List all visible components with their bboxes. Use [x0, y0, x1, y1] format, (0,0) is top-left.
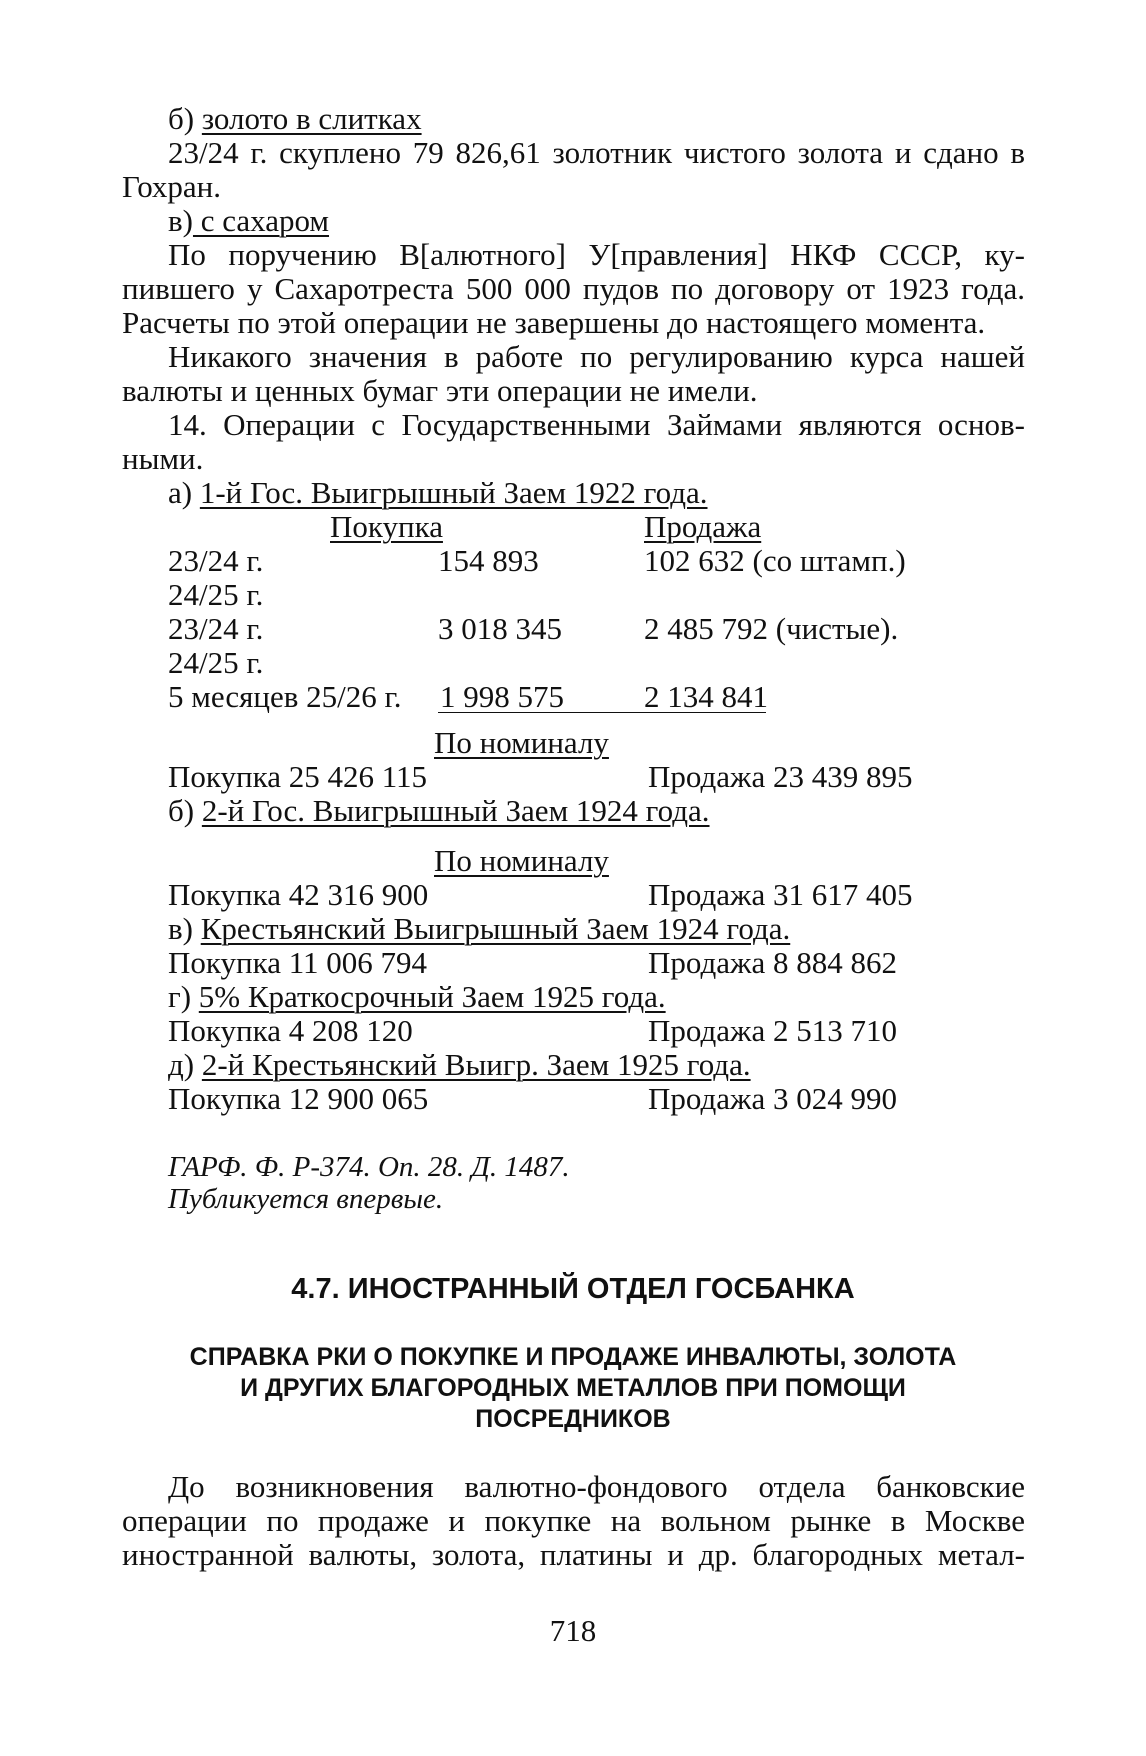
paragraph-line: До возникновения валютно-фондового отдела банковские: [168, 1469, 1025, 1504]
loan-g-sell: Продажа 2 513 710: [648, 1013, 897, 1048]
item-label: в): [168, 203, 193, 238]
loan-b-buy: Покупка 42 316 900: [168, 877, 429, 912]
item-label: а): [168, 475, 200, 510]
item-title: с сахаром: [192, 203, 330, 238]
item-title: 2-й Гос. Выигрышный Заем 1924 года.: [201, 793, 710, 828]
loan-d-buy: Покупка 12 900 065: [168, 1081, 429, 1116]
item-label: б): [168, 101, 202, 136]
loan-v-heading: [168, 912, 790, 946]
column-header-sell: Продажа: [644, 509, 762, 544]
document-title-line: ПОСРЕДНИКОВ: [475, 1405, 671, 1433]
column-header-buy: Покупка: [330, 509, 443, 544]
paragraph-line: ными.: [122, 441, 204, 476]
item-title: Крестьянский Выигрышный Заем 1924 года.: [200, 911, 791, 946]
table-cell-period: 23/24 г.: [168, 543, 264, 578]
item-title: 2-й Крестьянский Выигр. Заем 1925 года.: [201, 1047, 751, 1082]
paragraph-line: 23/24 г. скуплено 79 826,61 золотник чистого золота и сдано в: [168, 135, 1025, 170]
item-title: золото в слитках: [201, 101, 422, 136]
sugar-heading: [168, 204, 329, 238]
table-cell-sell: 2 485 792 (чистые).: [644, 611, 899, 646]
document-title-line: И ДРУГИХ БЛАГОРОДНЫХ МЕТАЛЛОВ ПРИ ПОМОЩИ: [240, 1374, 906, 1402]
loan-b-sell: Продажа 31 617 405: [648, 877, 913, 912]
item-label: в): [168, 911, 201, 946]
paragraph-line: Гохран.: [122, 169, 222, 204]
paragraph-line: По поручению В[алютного] У[правления] НКФ СССР, ку-: [168, 237, 1025, 272]
paragraph-line: валюты и ценных бумаг эти операции не имели.: [122, 373, 758, 408]
paragraph-line: 14. Операции с Государственными Займами являются основ-: [168, 407, 1025, 442]
paragraph-line: Расчеты по этой операции не завершены до настоящего момента.: [122, 305, 986, 340]
nominal-heading: По номиналу: [434, 843, 609, 878]
item-title: 1-й Гос. Выигрышный Заем 1922 года.: [199, 475, 708, 510]
table-cell-period: 24/25 г.: [168, 645, 264, 680]
loan-d-sell: Продажа 3 024 990: [648, 1081, 897, 1116]
publication-note: Публикуется впервые.: [168, 1183, 444, 1215]
loan-g-buy: Покупка 4 208 120: [168, 1013, 413, 1048]
document-title-line: СПРАВКА РКИ О ПОКУПКЕ И ПРОДАЖЕ ИНВАЛЮТЫ, ЗОЛОТА: [189, 1343, 957, 1371]
loan-d-heading: [168, 1048, 751, 1082]
table-cell-sell: 2 134 841: [644, 679, 768, 714]
table-cell-buy: 154 893: [438, 543, 539, 578]
paragraph-line: иностранной валюты, золота, платины и др. благородных метал-: [122, 1537, 1025, 1572]
nominal-heading: По номиналу: [434, 725, 609, 760]
loan-a-heading: [168, 476, 708, 510]
table-cell-period: 5 месяцев 25/26 г.: [168, 679, 402, 714]
table-cell-period: 23/24 г.: [168, 611, 264, 646]
item-label: б): [168, 793, 202, 828]
loan-g-heading: [168, 980, 666, 1014]
table-cell-sell: 102 632 (со штамп.): [644, 543, 906, 578]
item-label: г): [168, 979, 199, 1014]
nominal-sell: Продажа 23 439 895: [648, 759, 913, 794]
item-label: д): [168, 1047, 202, 1082]
archive-reference: ГАРФ. Ф. Р-374. Оп. 28. Д. 1487.: [168, 1151, 570, 1183]
loan-v-buy: Покупка 11 006 794: [168, 945, 428, 980]
paragraph-line: Никакого значения в работе по регулированию курса нашей: [168, 339, 1025, 374]
loan-v-sell: Продажа 8 884 862: [648, 945, 897, 980]
loan-b-heading: [168, 794, 710, 828]
item-title: 5% Краткосрочный Заем 1925 года.: [198, 979, 666, 1014]
table-cell-buy: 3 018 345: [438, 611, 562, 646]
section-heading: 4.7. ИНОСТРАННЫЙ ОТДЕЛ ГОСБАНКА: [291, 1273, 855, 1305]
paragraph-line: операции по продаже и покупке на вольном рынке в Москве: [122, 1503, 1025, 1538]
page-number: 718: [549, 1613, 597, 1648]
table-cell-period: 24/25 г.: [168, 577, 264, 612]
table-cell-buy: 1 998 575: [440, 679, 564, 714]
paragraph-line: пившего у Сахаротреста 500 000 пудов по договору от 1923 года.: [122, 271, 1025, 306]
nominal-buy: Покупка 25 426 115: [168, 759, 428, 794]
gold-heading: [168, 102, 422, 136]
